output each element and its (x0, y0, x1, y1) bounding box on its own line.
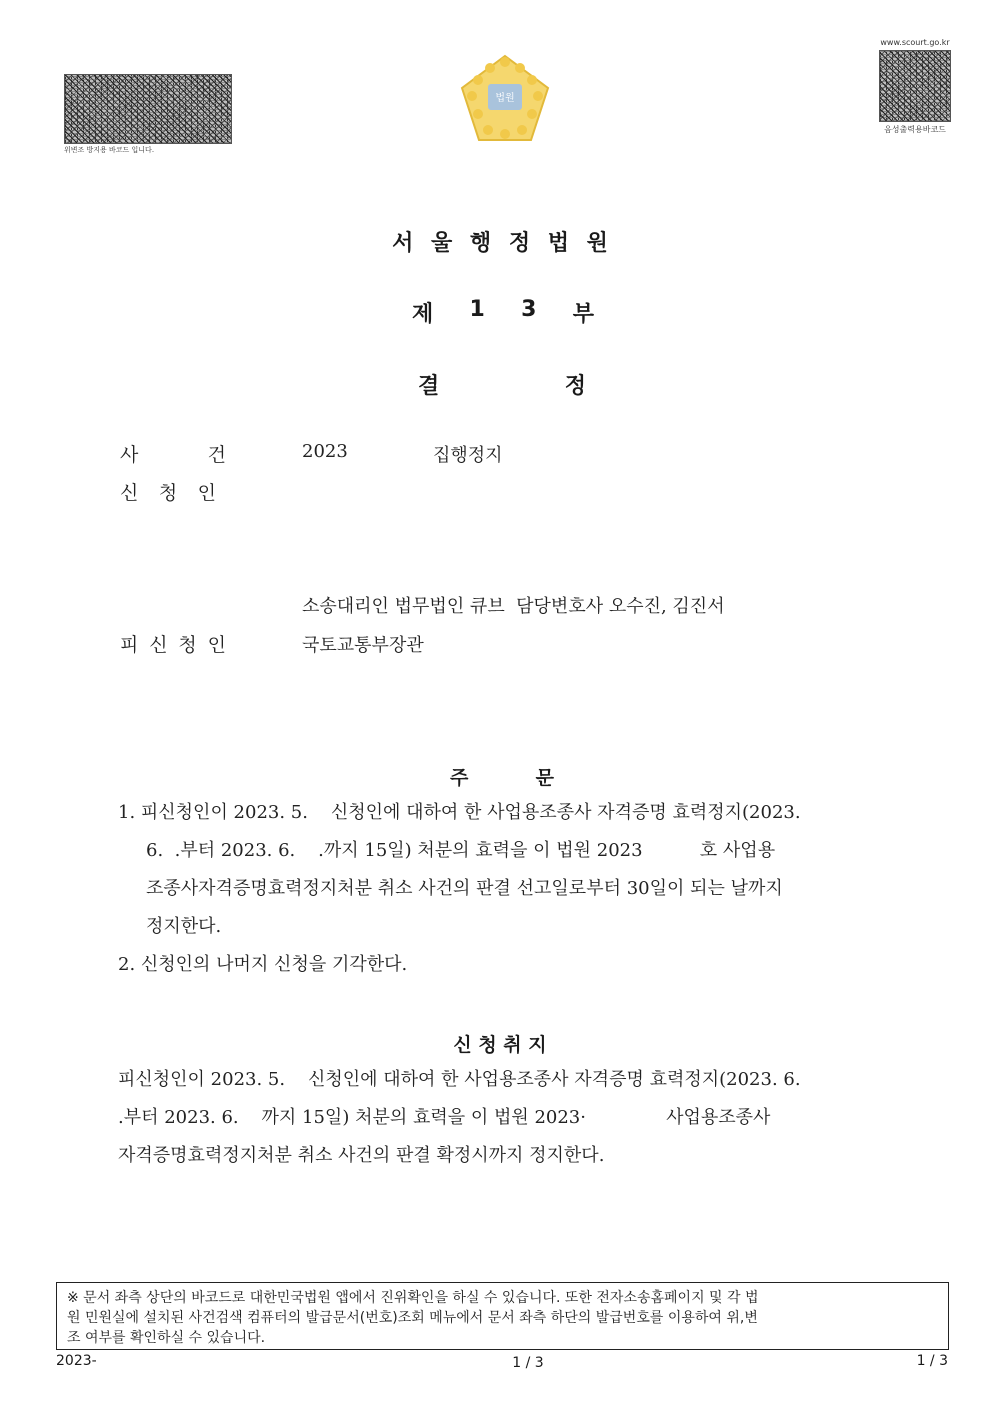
purpose-paragraph (118, 1061, 888, 1175)
order-line: 조종사자격증명효력정지처분 취소 사건의 판결 선고일로부터 30일이 되는 날까지 (146, 878, 783, 899)
court-name: 서 울 행 정 법 원 (392, 231, 608, 256)
attorney-line: 소송대리인 법무법인 큐브 담당변호사 오수진, 김진서 (302, 596, 725, 617)
case-year: 2023 (302, 441, 348, 462)
authenticity-barcode (64, 74, 232, 154)
purpose-line: 피신청인이 2023. 5. 신청인에 대하여 한 사업용조종사 자격증명 효력정지(2023. 6. (118, 1069, 801, 1090)
division-char: 제 (412, 302, 434, 327)
barcode-caption: 위변조 방지용 바코드 입니다. (64, 146, 155, 154)
label-char: 인 (207, 634, 226, 656)
case-type: 집행정지 (433, 445, 503, 466)
order-line: 1. 피신청인이 2023. 5. 신청인에 대하여 한 사업용조종사 자격증명 효력정지(2023. (118, 802, 801, 823)
order-line: 6. .부터 2023. 6. .까지 15일) 처분의 효력을 이 법원 2023 호 사업용 (146, 840, 776, 861)
division-char: 1 (469, 297, 485, 322)
case-label (120, 440, 226, 467)
label-char: 청 (178, 634, 197, 656)
notice-line: 원 민원실에 설치된 사건검색 컴퓨터의 발급문서(번호)조회 메뉴에서 문서 좌측 하단의 발급번호를 이용하여 위,변 (67, 1310, 758, 1326)
applicant-label (120, 478, 216, 505)
respondent-label (120, 630, 226, 657)
label-char: 신 (120, 482, 139, 504)
qr-pattern (879, 50, 951, 122)
label-char: 신 (149, 634, 168, 656)
division-char: 3 (521, 297, 537, 322)
heading-char: 주 (450, 767, 469, 789)
label-char: 사 (120, 444, 139, 466)
doc-type-char: 결 (418, 374, 440, 399)
document-type (418, 369, 586, 400)
purpose-line: .부터 2023. 6. 까지 15일) 처분의 효력을 이 법원 2023· 사업용조종사 (118, 1107, 771, 1128)
voice-barcode (876, 38, 954, 135)
respondent-name: 국토교통부장관 (302, 635, 424, 656)
barcode-url: www.scourt.go.kr (880, 38, 950, 47)
label-char: 피 (120, 634, 139, 656)
issuance-number: 2023- (56, 1353, 97, 1369)
purpose-heading: 신 청 취 지 (453, 1034, 547, 1056)
order-item-2: 2. 신청인의 나머지 신청을 기각한다. (118, 954, 408, 975)
page-number-center: 1 / 3 (512, 1355, 544, 1371)
barcode-caption-right: 음성출력용바코드 (884, 125, 946, 134)
purpose-line: 자격증명효력정지처분 취소 사건의 판결 확정시까지 정지한다. (118, 1145, 605, 1166)
order-line: 정지한다. (146, 916, 222, 937)
verification-notice (56, 1282, 949, 1350)
division-char: 부 (572, 302, 594, 327)
label-char: 인 (197, 482, 216, 504)
notice-line: ※ 문서 좌측 상단의 바코드로 대한민국법원 앱에서 진위확인을 하실 수 있습니다. 또한 전자소송홈페이지 및 각 법 (67, 1290, 759, 1306)
label-char: 청 (158, 482, 178, 504)
division-title (412, 297, 594, 328)
order-item-1 (118, 794, 888, 946)
page-number-right: 1 / 3 (916, 1353, 948, 1369)
emblem-text: 법원 (495, 93, 515, 104)
doc-type-char: 정 (564, 374, 586, 399)
court-emblem (458, 52, 552, 146)
notice-line: 조 여부를 확인하실 수 있습니다. (67, 1330, 266, 1346)
heading-char: 문 (535, 767, 554, 789)
barcode-pattern (64, 74, 232, 144)
order-heading (450, 763, 554, 790)
label-char: 건 (207, 444, 226, 466)
